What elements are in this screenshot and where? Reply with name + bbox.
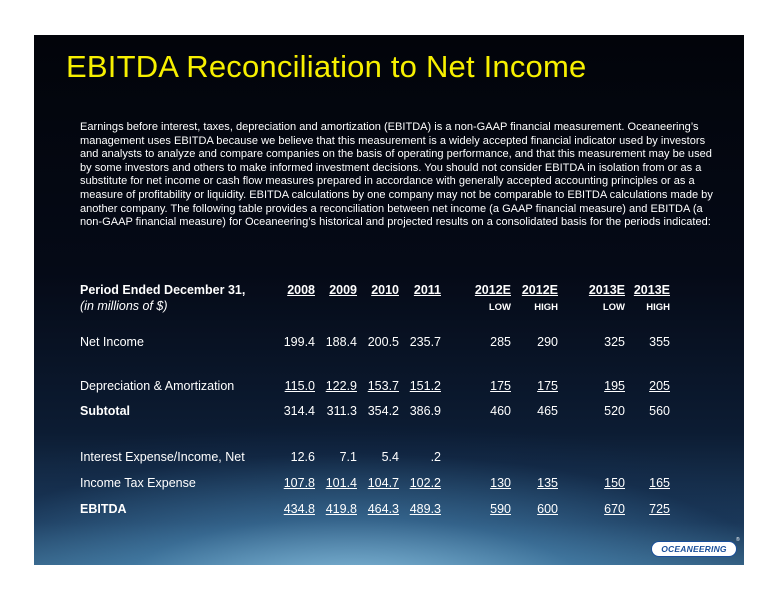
table-row-interest (80, 450, 710, 466)
table-header (80, 283, 710, 317)
oceaneering-logo: OCEANEERING (651, 541, 737, 557)
cell: 670 (604, 502, 625, 516)
cell: 419.8 (325, 502, 357, 516)
col-sub-2013e-high: HIGH (646, 302, 670, 313)
cell: 7.1 (339, 450, 357, 464)
cell: 205 (649, 379, 670, 393)
col-header-2012e-high: 2012E (521, 283, 558, 297)
table-row-net-income (80, 335, 710, 351)
table-row-income-tax (80, 476, 710, 492)
cell: 107.8 (283, 476, 315, 490)
row-label: EBITDA (80, 502, 127, 516)
cell: 465 (537, 404, 558, 418)
cell: 290 (537, 335, 558, 349)
intro-paragraph: Earnings before interest, taxes, depreciation and amortization (EBITDA) is a non-GAAP financial measurement. Oceaneering’s management uses EBITDA because we believe that this measurement is a widely accepted financial indicator used by investors and analysts to analyze and compare companies on the basis of operating performance, and that this measurement may be used by some investors and others to make informed investment decisions. You should not consider EBITDA in isolation from or as a substitute for net income or cash flow measures prepared in accordance with generally accepted accounting principles or as a measure of profitability or liquidity. EBITDA calculations by one company may not be comparable to EBITDA calculations made by another company. The following table provides a reconciliation between net income (a GAAP financial measure) and EBITDA (a non-GAAP financial measure) for Oceaneering’s historical and projected results on a consolidated basis for the periods indicated: (80, 121, 713, 229)
cell: 325 (604, 335, 625, 349)
row-label: Interest Expense/Income, Net (80, 450, 245, 464)
cell: 314.4 (283, 404, 315, 418)
cell: 130 (490, 476, 511, 490)
table-row-subtotal (80, 404, 710, 420)
cell: 600 (537, 502, 558, 516)
cell: 386.9 (409, 404, 441, 418)
col-sub-2012e-low: LOW (488, 302, 511, 313)
cell: 460 (490, 404, 511, 418)
units-label: (in millions of $) (80, 299, 168, 313)
cell: 101.4 (325, 476, 357, 490)
cell: 5.4 (381, 450, 399, 464)
cell: 434.8 (283, 502, 315, 516)
cell: 489.3 (409, 502, 441, 516)
cell: 102.2 (409, 476, 441, 490)
row-label: Net Income (80, 335, 144, 349)
col-header-2011: 2011 (413, 283, 441, 297)
col-sub-2012e-high: HIGH (534, 302, 558, 313)
cell: 122.9 (325, 379, 357, 393)
cell: 195 (604, 379, 625, 393)
cell: 725 (649, 502, 670, 516)
cell: 188.4 (325, 335, 357, 349)
cell: 285 (490, 335, 511, 349)
cell: 199.4 (283, 335, 315, 349)
slide (34, 35, 744, 565)
cell: 175 (537, 379, 558, 393)
cell: 311.3 (326, 404, 357, 418)
table-row-ebitda (80, 502, 710, 518)
col-header-2010: 2010 (371, 283, 399, 297)
row-label: Depreciation & Amortization (80, 379, 235, 393)
cell: 153.7 (367, 379, 399, 393)
col-header-2008: 2008 (287, 283, 315, 297)
cell: 104.7 (367, 476, 399, 490)
cell: 115.0 (284, 379, 315, 393)
row-label: Income Tax Expense (80, 476, 196, 490)
cell: 135 (537, 476, 558, 490)
cell: 464.3 (367, 502, 399, 516)
cell: 165 (649, 476, 670, 490)
col-sub-2013e-low: LOW (602, 302, 625, 313)
col-header-2013e-low: 2013E (588, 283, 625, 297)
cell: 175 (490, 379, 511, 393)
slide-title: EBITDA Reconciliation to Net Income (66, 49, 587, 84)
cell: 354.2 (367, 404, 399, 418)
col-header-2009: 2009 (329, 283, 357, 297)
table-row-depreciation (80, 379, 710, 395)
cell: 520 (604, 404, 625, 418)
cell: 560 (649, 404, 670, 418)
cell: 151.2 (409, 379, 441, 393)
cell: .2 (430, 450, 441, 464)
col-header-2013e-high: 2013E (633, 283, 670, 297)
cell: 235.7 (409, 335, 441, 349)
col-header-2012e-low: 2012E (474, 283, 511, 297)
cell: 355 (649, 335, 670, 349)
cell: 590 (490, 502, 511, 516)
cell: 150 (604, 476, 625, 490)
cell: 200.5 (367, 335, 399, 349)
cell: 12.6 (290, 450, 315, 464)
period-label: Period Ended December 31, (80, 283, 246, 297)
row-label: Subtotal (80, 404, 130, 418)
registered-mark: ® (736, 537, 740, 543)
